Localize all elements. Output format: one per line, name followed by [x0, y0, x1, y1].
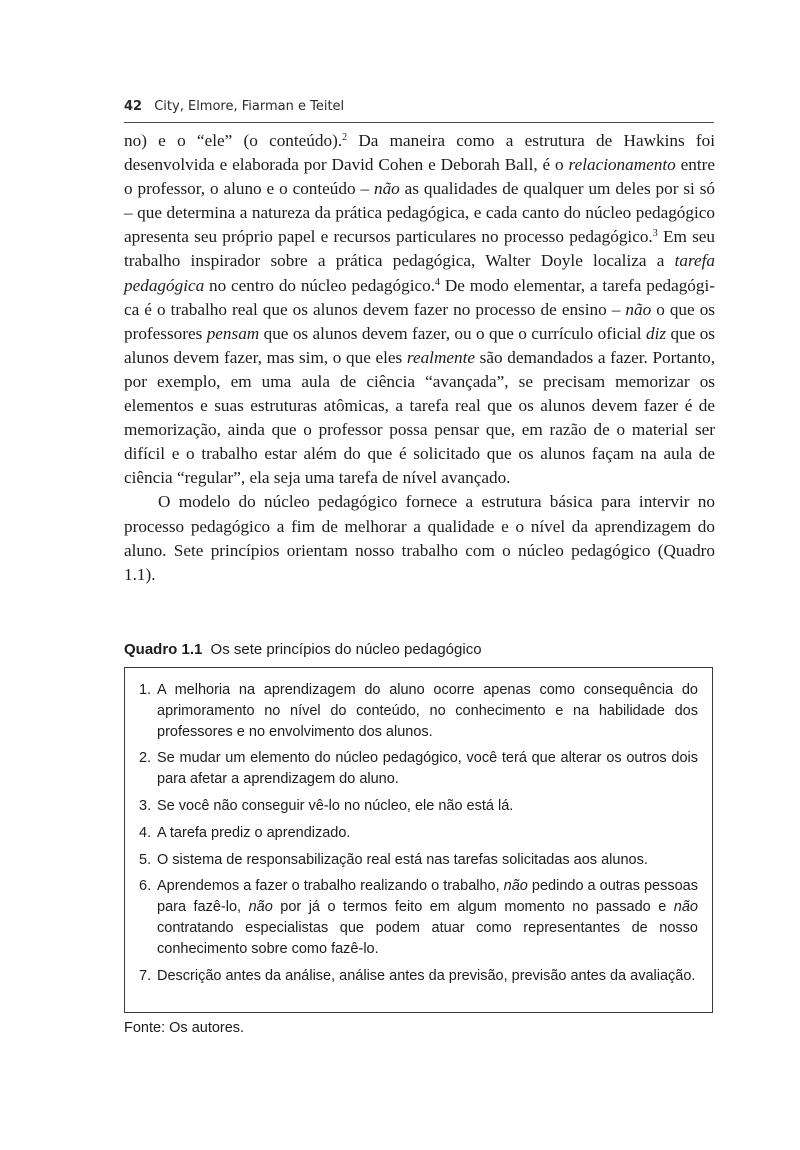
- emphasis-text: relacionamento: [568, 155, 676, 175]
- text-run: pedindo a outras pessoas para fazê-lo,: [157, 878, 698, 916]
- footnote-ref: 2: [342, 132, 348, 143]
- text-run: por já o termos feito em algum momento no passado e: [272, 899, 674, 916]
- principle-text: [157, 748, 698, 790]
- principle-number: 3.: [139, 797, 152, 814]
- running-head: [124, 98, 714, 123]
- principle-number: 1.: [139, 682, 152, 698]
- principles-box: [124, 667, 713, 1013]
- principle-text: [157, 680, 698, 742]
- emphasis-text: não: [373, 179, 400, 199]
- text-run: De modo elementar, a tarefa pedagógica é o trabalho real que os alunos devem fazer no processo de ensino –: [124, 275, 715, 319]
- principle-number: 6.: [139, 878, 152, 895]
- text-run: o que os professores: [124, 299, 715, 343]
- body-text: [124, 129, 715, 587]
- running-head-authors: City, Elmore, Fiarman e Teitel: [154, 99, 345, 114]
- footnote-ref: 3: [652, 228, 658, 240]
- text-run: no centro do núcleo pedagógico.: [204, 275, 435, 295]
- principle-item: [139, 823, 698, 844]
- principle-text: [157, 876, 698, 959]
- emphasis-text: não: [503, 878, 528, 895]
- emphasis-text: não: [625, 299, 652, 319]
- text-run: Descrição antes da análise, análise antes da previsão, previsão antes da avaliação.: [157, 967, 696, 984]
- principle-item: [139, 748, 698, 790]
- page-number: 42: [124, 99, 143, 114]
- principle-item: [139, 850, 698, 871]
- emphasis-text: não: [673, 899, 698, 916]
- emphasis-text: realmente: [406, 347, 475, 367]
- text-run: contratando especialistas que podem atuar como representantes de nosso conhecimento sobre como fazê-lo.: [157, 919, 698, 957]
- text-run: entre o professor, o aluno e o conteúdo –: [124, 155, 715, 199]
- principle-item: [139, 966, 698, 987]
- text-run: Se mudar um elemento do núcleo pedagógico, você terá que alterar os outros dois para afetar a aprendizagem do aluno.: [157, 750, 698, 788]
- text-run: Em seu trabalho inspirador sobre a prática pedagógica, Walter Doyle localiza a: [124, 227, 716, 271]
- body-paragraph-1: [124, 129, 715, 490]
- text-run: que os alunos devem fazer, ou o que o currículo oficial: [259, 323, 646, 343]
- text-run: no) e o “ele” (o conteúdo).: [124, 131, 343, 150]
- text-run: A melhoria na aprendizagem do aluno ocorre apenas como consequência do aprimoramento no nível do conteúdo, no conhecimento e na habilidade dos professores e no envolvimento dos alunos.: [157, 682, 698, 740]
- principle-number: 7.: [139, 967, 152, 984]
- principle-item: [139, 876, 698, 959]
- principles-list: [125, 668, 712, 986]
- principle-number: 5.: [139, 851, 152, 868]
- emphasis-text: pensam: [206, 323, 260, 343]
- emphasis-text: tarefa pedagógica: [124, 251, 715, 295]
- footnote-ref: 4: [435, 276, 440, 288]
- text-run: que os alunos devem fazer, mas sim, o que eles: [124, 323, 715, 367]
- principle-text: [157, 966, 698, 987]
- text-run: Aprendemos a fazer o trabalho realizando o trabalho,: [157, 878, 504, 895]
- text-run: Da maneira como a estrutura de Hawkins foi desenvolvida e elaborada por David Cohen e Deborah Ball, é o: [124, 131, 715, 175]
- box-label: Quadro 1.1: [124, 641, 203, 658]
- text-run: são demandados a fazer. Portanto, por exemplo, em uma aula de ciência “avançada”, se precisam memorizar os elementos e suas estruturas atômicas, a tarefa real que os alunos devem fazer é de memorização, ainda que o professor possa pensar que, em razão de o material ser difícil e o trabalho estar além do que é solicitado que os alunos façam na aula de ciência “regular”, ela seja uma tarefa de nível avançado.: [124, 347, 715, 488]
- text-run: O sistema de responsabilização real está nas tarefas solicitadas aos alunos.: [157, 851, 648, 868]
- text-run: A tarefa prediz o aprendizado.: [157, 824, 351, 841]
- principle-number: 2.: [139, 750, 152, 767]
- box-title: Os sete princípios do núcleo pedagógico: [210, 641, 482, 658]
- principle-item: [139, 796, 698, 817]
- principle-text: [157, 850, 698, 871]
- box-source: Fonte: Os autores.: [124, 1020, 245, 1036]
- box-caption: [124, 640, 724, 660]
- text-run: as qualidades de qualquer um deles por si só – que determina a natureza da prática pedagógica, e cada canto do núcleo pedagógico apresenta seu próprio papel e recursos particulares no processo pedagógico.: [124, 179, 715, 247]
- principle-number: 4.: [139, 824, 152, 841]
- principle-text: [157, 823, 698, 844]
- principle-item: [139, 680, 698, 742]
- principle-text: [157, 796, 698, 817]
- emphasis-text: não: [248, 899, 273, 916]
- text-run: Se você não conseguir vê-lo no núcleo, ele não está lá.: [157, 797, 514, 814]
- body-paragraph-2: O modelo do núcleo pedagógico fornece a estrutura básica para intervir no processo pedagógico a fim de melhorar a qualidade e o nível da aprendizagem do aluno. Sete princípios orientam nosso trabalho com o núcleo pedagógico (Quadro 1.1).: [124, 492, 715, 584]
- emphasis-text: diz: [646, 323, 667, 343]
